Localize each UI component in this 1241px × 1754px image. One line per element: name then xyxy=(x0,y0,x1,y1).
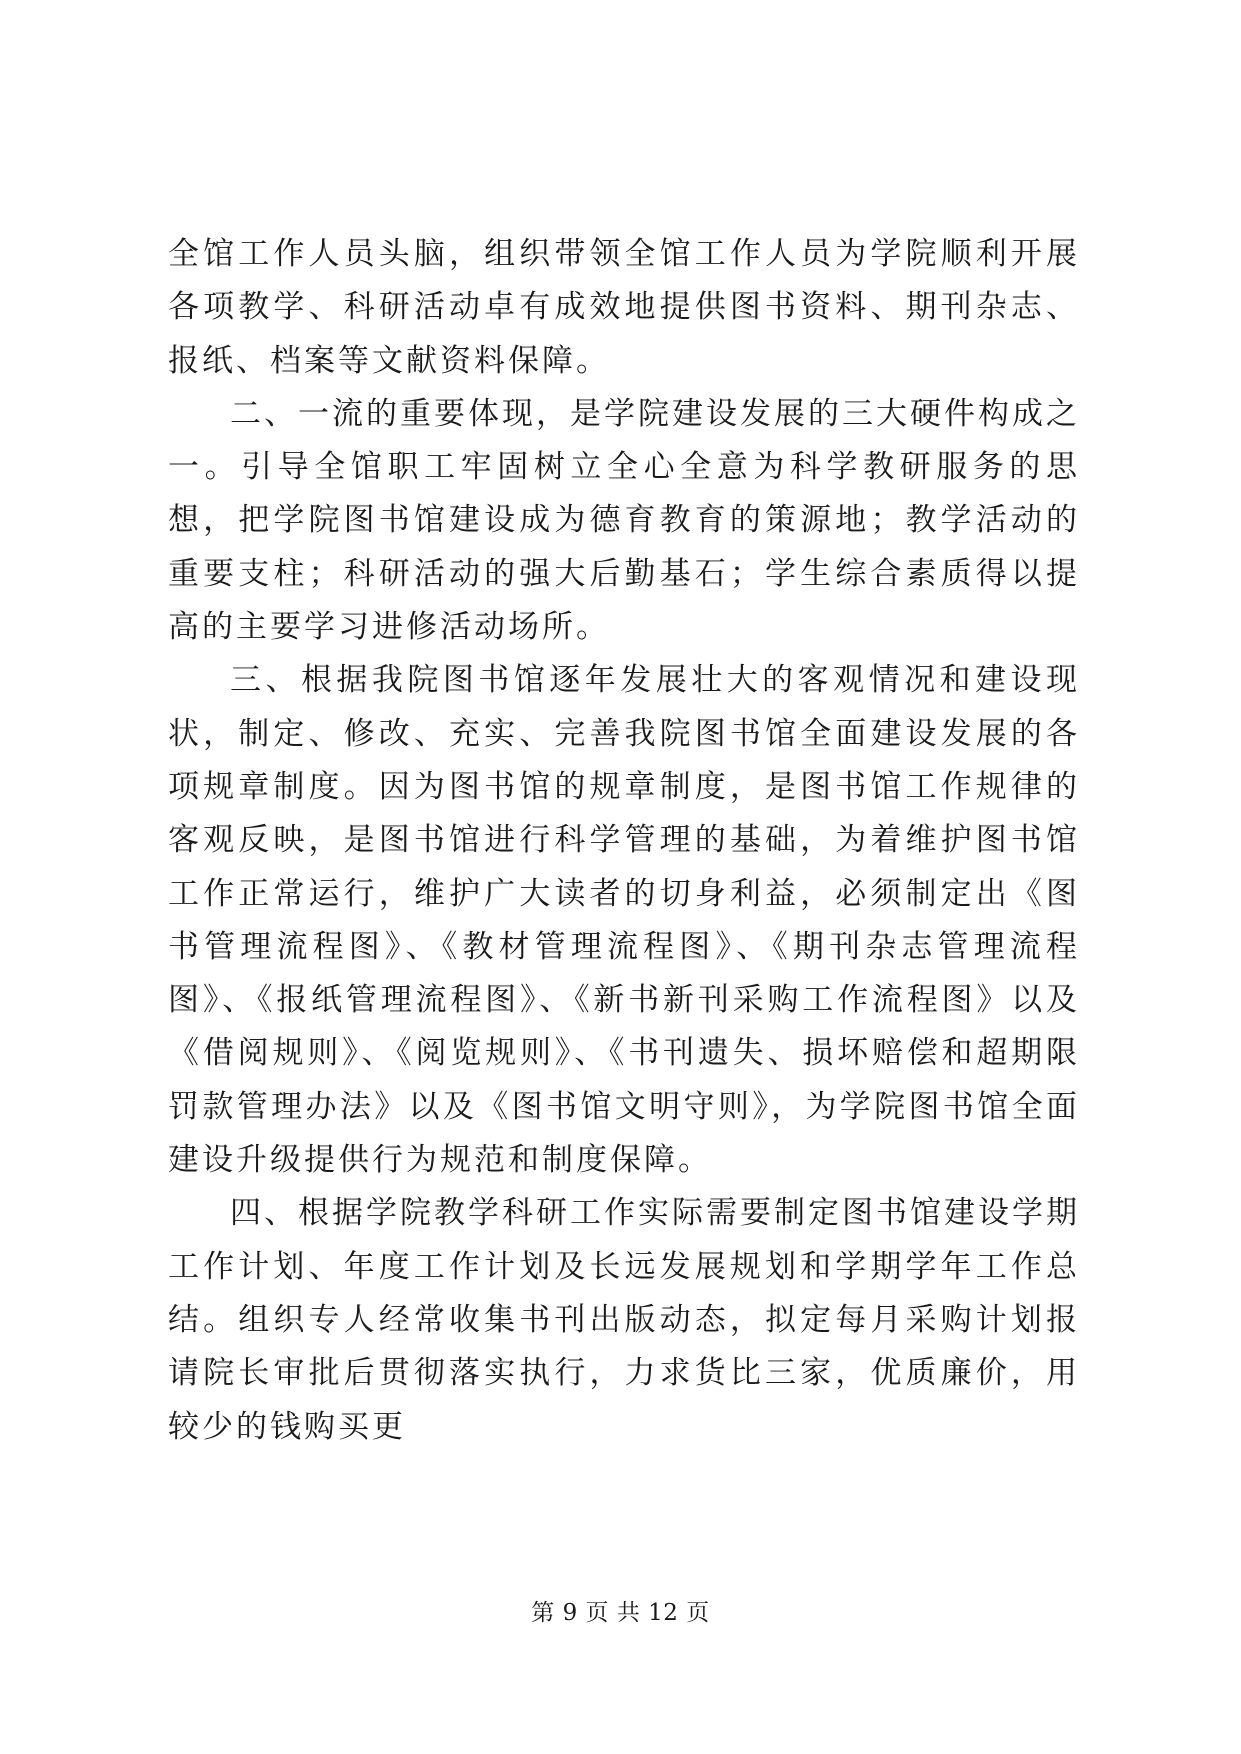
paragraph-section-3: 三、根据我院图书馆逐年发展壮大的客观情况和建设现状，制定、修改、充实、完善我院图书馆全面建设发展的各项规章制度。因为图书馆的规章制度，是图书馆工作规律的客观反映，是图书馆进行科学管理的基础，为着维护图书馆工作正常运行，维护广大读者的切身利益，必须制定出《图书管理流程图》、《教材管理流程图》、《期刊杂志管理流程图》、《报纸管理流程图》、《新书新刊采购工作流程图》以及《借阅规则》、《阅览规则》、《书刊遗失、损坏赔偿和超期限罚款管理办法》以及《图书馆文明守则》，为学院图书馆全面建设升级提供行为规范和制度保障。 xyxy=(168,662,1080,1179)
page-number-footer: 第 9 页 共 12 页 xyxy=(531,1600,710,1626)
paragraph-section-2: 二、一流的重要体现，是学院建设发展的三大硬件构成之一。引导全馆职工牢固树立全心全意为科学教研服务的思想，把学院图书馆建设成为德育教育的策源地；教学活动的重要支柱；科研活动的强大后勤基石；学生综合素质得以提高的主要学习进修活动场所。 xyxy=(168,395,1080,646)
body-text xyxy=(168,228,1080,1454)
paragraph-continuation: 全馆工作人员头脑，组织带领全馆工作人员为学院顺利开展各项教学、科研活动卓有成效地提供图书资料、期刊杂志、报纸、档案等文献资料保障。 xyxy=(168,236,1080,379)
paragraph-section-4: 四、根据学院教学科研工作实际需要制定图书馆建设学期工作计划、年度工作计划及长远发展规划和学期学年工作总结。组织专人经常收集书刊出版动态，拟定每月采购计划报请院长审批后贯彻落实执行，力求货比三家，优质廉价，用较少的钱购买更 xyxy=(168,1195,1080,1445)
